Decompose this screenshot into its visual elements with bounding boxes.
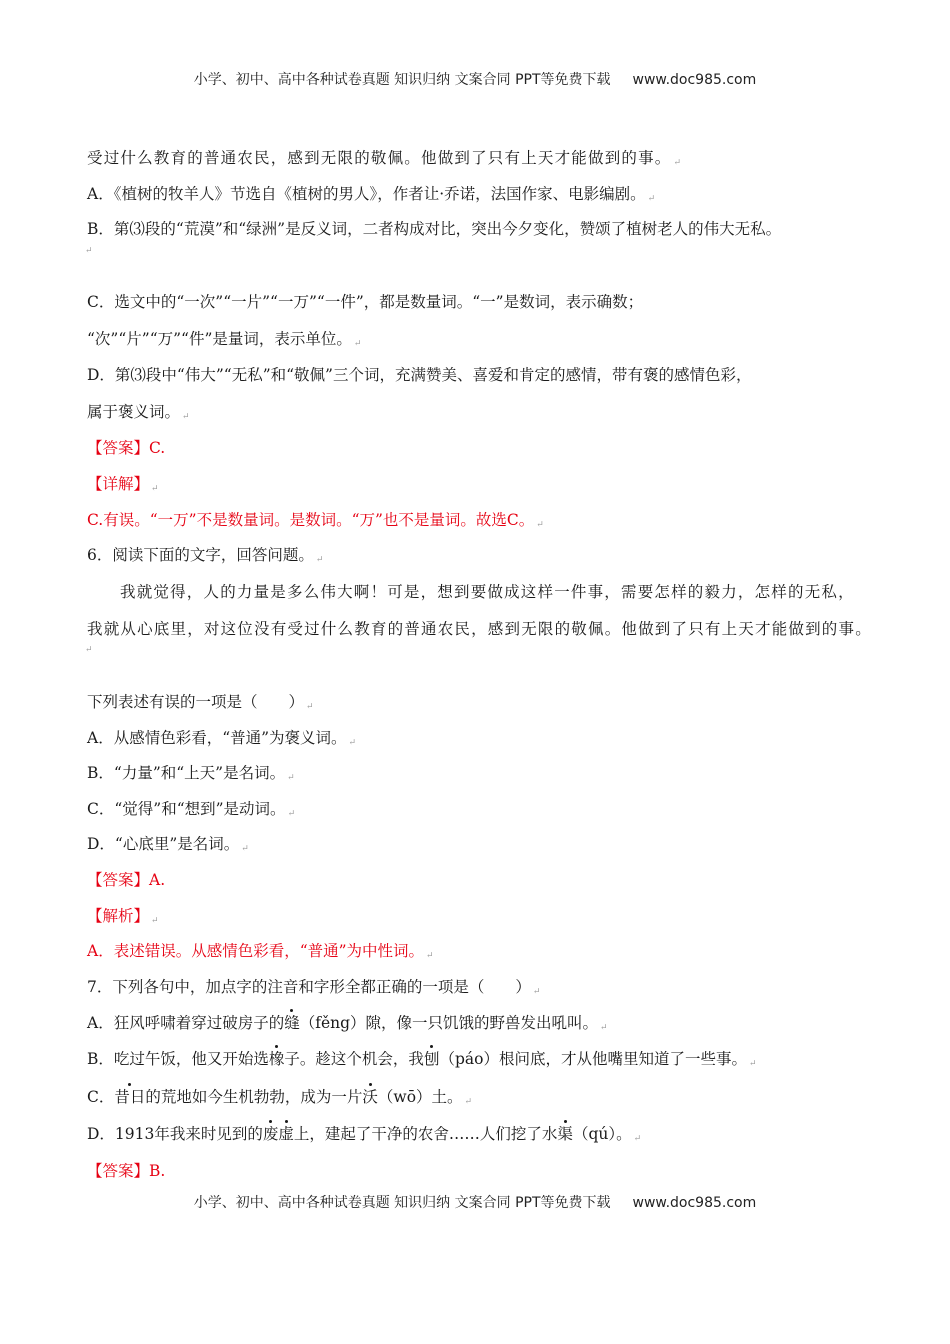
q6-option-c: C．“觉得”和“想到”是动词。 ↵ bbox=[87, 800, 296, 819]
return-mark: ↵ bbox=[600, 1023, 608, 1033]
q6-passage-line1: 我就觉得，人的力量是多么伟大啊！可是，想到要做成这样一件事，需要怎样的毅力，怎样的无私， bbox=[120, 583, 855, 601]
q7-option-c: C．昔日的荒地如今生机勃勃，成为一片沃（wō）土。 ↵ bbox=[87, 1085, 472, 1107]
header-site: www.doc985.com bbox=[632, 72, 757, 88]
return-mark: ↵ bbox=[151, 916, 159, 926]
return-mark: ↵ bbox=[306, 702, 314, 712]
dotted-char: 橡 bbox=[269, 1047, 285, 1069]
q6-answer: 【答案】A. bbox=[87, 871, 166, 889]
q5-option-d-line2: 属于褒义词。 ↵ bbox=[87, 403, 190, 422]
dotted-char: 缝 bbox=[284, 1011, 300, 1033]
q6-passage-line2: 我就从心底里，对这位没有受过什么教育的普通农民，感到无限的敬佩。他做到了只有上天才能做到的事。 bbox=[87, 620, 872, 638]
dotted-char: 刨 bbox=[424, 1047, 440, 1069]
q6-option-d: D．“心底里”是名词。 ↵ bbox=[87, 835, 249, 854]
return-mark: ↵ bbox=[287, 773, 295, 783]
q5-option-a: A．《植树的牧羊人》节选自《植树的男人》，作者让·乔诺，法国作家、电影编剧。 ↵ bbox=[87, 185, 656, 204]
return-mark: ↵ bbox=[241, 844, 249, 854]
header-text: 小学、初中、高中各种试卷真题 知识归纳 文案合同 PPT等免费下载 bbox=[193, 72, 611, 88]
q6-analysis-label: 【解析】 ↵ bbox=[87, 907, 159, 926]
q7-option-b: B．吃过午饭，他又开始选橡子。趁这个机会，我刨（páo）根问底，才从他嘴里知道了一些事。 ↵ bbox=[87, 1047, 757, 1069]
q5-answer: 【答案】C. bbox=[87, 439, 166, 457]
page-footer bbox=[0, 1192, 950, 1212]
return-mark: ↵ bbox=[315, 555, 324, 565]
return-mark: ↵ bbox=[633, 1134, 642, 1144]
dotted-char: 虚 bbox=[278, 1122, 294, 1144]
page-header bbox=[0, 69, 950, 89]
q6-option-a: A．从感情色彩看，“普通”为褒义词。 ↵ bbox=[87, 729, 357, 748]
return-mark: ↵ bbox=[348, 738, 357, 748]
q7-option-a: A．狂风呼啸着穿过破房子的缝（fěng）隙，像一只饥饿的野兽发出吼叫。 ↵ bbox=[87, 1011, 608, 1033]
q7-title: 7．下列各句中，加点字的注音和字形全都正确的一项是（ ） ↵ bbox=[87, 978, 541, 997]
footer-text: 小学、初中、高中各种试卷真题 知识归纳 文案合同 PPT等免费下载 bbox=[193, 1195, 611, 1211]
return-mark: ↵ bbox=[151, 484, 159, 494]
return-mark: ↵ bbox=[182, 412, 190, 422]
q5-option-c-line2: “次”“片”“万”“件”是量词，表示单位。 ↵ bbox=[87, 330, 362, 349]
q5-option-b: B．第⑶段的“荒漠”和“绿洲”是反义词，二者构成对比，突出今夕变化，赞颂了植树老人的伟大无私。 bbox=[87, 220, 782, 238]
return-mark: ↵ bbox=[426, 951, 434, 961]
return-mark: ↵ bbox=[464, 1097, 473, 1107]
q5-detail-label: 【详解】 ↵ bbox=[87, 475, 159, 494]
q5-option-d-line1: D．第⑶段中“伟大”“无私”和“敬佩”三个词，充满赞美、喜爱和肯定的感情，带有褒的感情色彩， bbox=[87, 366, 752, 384]
dotted-char: 渠 bbox=[557, 1122, 573, 1144]
return-mark: ↵ bbox=[287, 809, 296, 819]
footer-site: www.doc985.com bbox=[632, 1195, 757, 1211]
q6-title: 6．阅读下面的文字，回答问题。 ↵ bbox=[87, 546, 324, 565]
return-mark: ↵ bbox=[673, 158, 683, 168]
q5-detail: C.有误。“一万”不是数量词。是数词。“万”也不是量词。故选C。 ↵ bbox=[87, 511, 544, 530]
q7-answer: 【答案】B. bbox=[87, 1162, 166, 1180]
q6-stem: 下列表述有误的一项是（ ） ↵ bbox=[87, 693, 314, 712]
q5-option-c-line1: C．选文中的“一次”“一片”“一万”“一件”，都是数量词。“一”是数词，表示确数； bbox=[87, 293, 644, 311]
q6-option-b: B．“力量”和“上天”是名词。 ↵ bbox=[87, 764, 295, 783]
stray-return-mark: ↵ bbox=[85, 645, 93, 655]
return-mark: ↵ bbox=[748, 1059, 757, 1069]
return-mark: ↵ bbox=[353, 339, 362, 349]
dotted-char: 沃 bbox=[362, 1085, 378, 1107]
q5-passage-tail: 受过什么教育的普通农民，感到无限的敬佩。他做到了只有上天才能做到的事。 ↵ bbox=[87, 149, 683, 168]
return-mark: ↵ bbox=[532, 987, 541, 997]
stray-return-mark: ↵ bbox=[85, 246, 93, 256]
dotted-char: 废 bbox=[263, 1122, 279, 1144]
return-mark: ↵ bbox=[536, 520, 544, 530]
q6-analysis: A．表述错误。从感情色彩看，“普通”为中性词。 ↵ bbox=[87, 942, 434, 961]
dotted-chars: 昔日 bbox=[114, 1085, 145, 1107]
q7-option-d: D．1913年我来时见到的废虚上，建起了干净的农舍……人们挖了水渠（qú）。 ↵ bbox=[87, 1122, 641, 1144]
return-mark: ↵ bbox=[647, 194, 656, 204]
